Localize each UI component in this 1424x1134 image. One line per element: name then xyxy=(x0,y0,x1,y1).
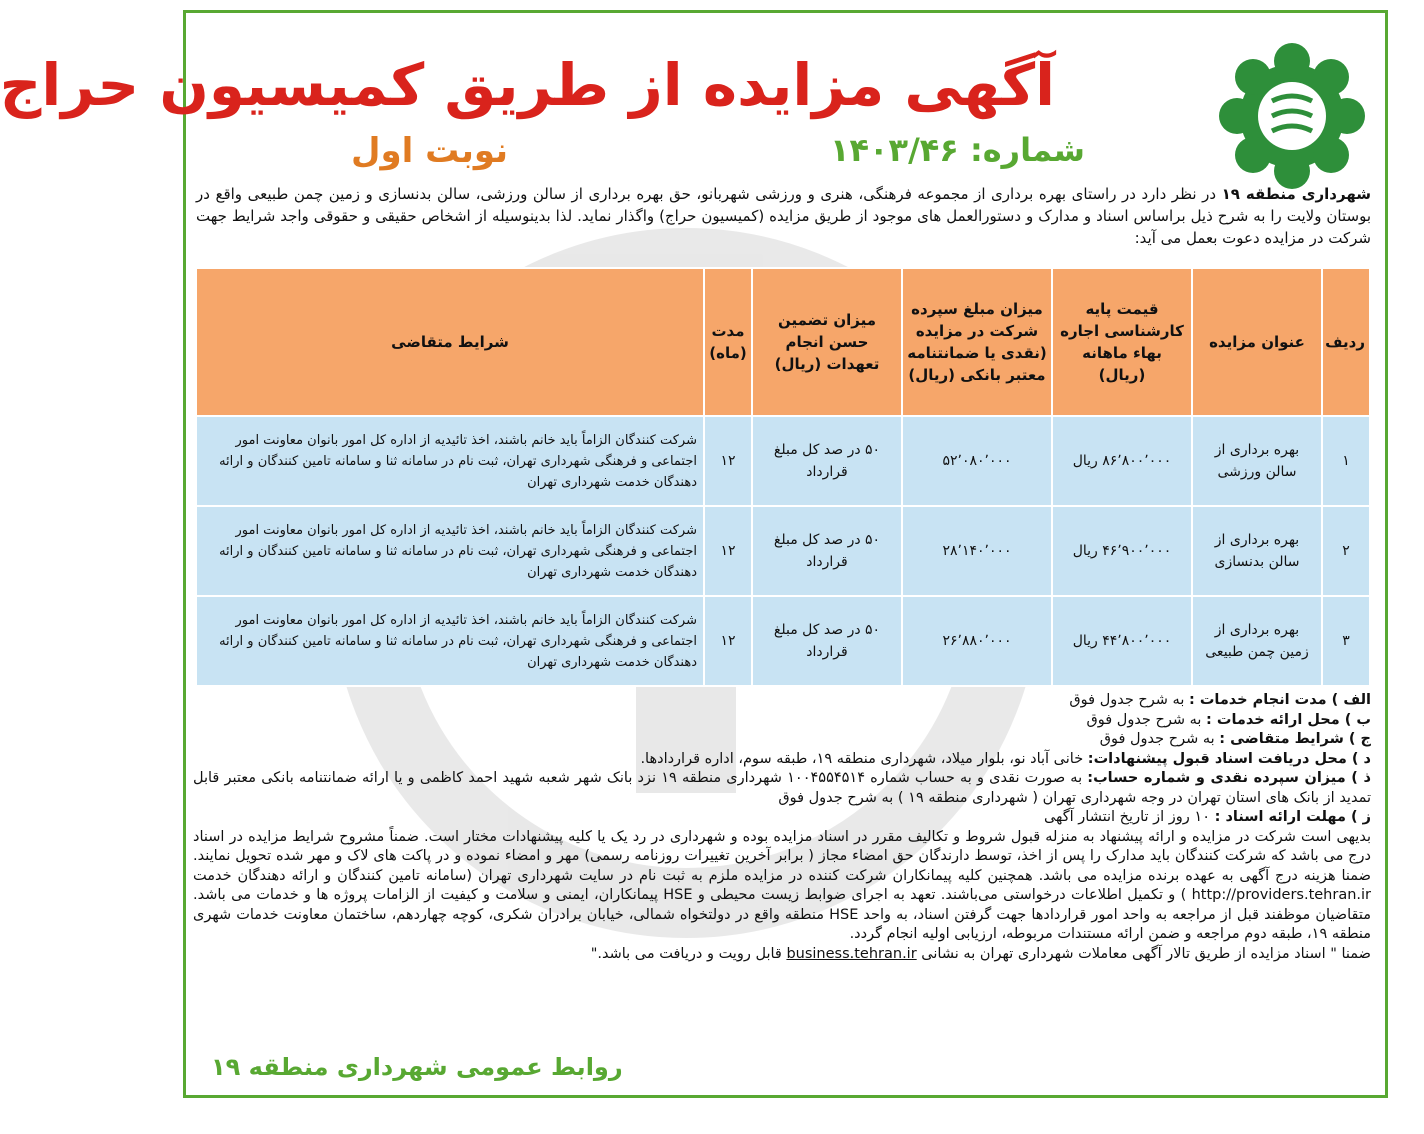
condition-e xyxy=(193,769,1371,808)
cell-base-price: ۸۶٬۸۰۰٬۰۰۰ ریال xyxy=(1052,416,1192,506)
intro-paragraph xyxy=(196,183,1371,249)
business-link[interactable]: business.tehran.ir xyxy=(786,945,917,962)
ad-number-value: ۱۴۰۳/۴۶ xyxy=(829,131,959,169)
condition-f-text: ۱۰ روز از تاریخ انتشار آگهی xyxy=(1043,809,1215,825)
intro-text: در نظر دارد در راستای بهره برداری از مجموعه فرهنگی، هنری و ورزشی شهربانو، حق بهره برداری از سالن ورزشی، سالن بدنسازی و زمین چمن طبیعی واقع در بوستان ولایت را به شرح ذیل براساس اسناد و مدارک و دستورالعمل های موجود از طریق مزایده (کمیسیون حراج) واگذار نماید. لذا بدینوسیله از اشخاص حقیقی و حقوقی واجد شرایط جهت شرکت در مزایده دعوت بعمل می آید: xyxy=(196,185,1371,247)
header-base-price: قیمت پایه کارشناسی اجاره بهاء ماهانه (ریال) xyxy=(1052,268,1192,416)
tehran-municipality-logo xyxy=(1217,41,1367,191)
header-deposit: میزان مبلغ سپرده شرکت در مزایده (نقدی یا ضمانتنامه معتبر بانکی (ریال) xyxy=(902,268,1052,416)
condition-b-label: ب ) محل ارائه خدمات : xyxy=(1206,711,1371,728)
intro-org: شهرداری منطقه ۱۹ xyxy=(1221,185,1371,203)
header-guarantee: میزان تضمین حسن انجام تعهدات (ریال) xyxy=(752,268,902,416)
footer-signature: روابط عمومی شهرداری منطقه ۱۹ xyxy=(211,1053,623,1081)
cell-deposit: ۲۶٬۸۸۰٬۰۰۰ xyxy=(902,596,1052,686)
conditions-section xyxy=(193,691,1371,964)
documents-note xyxy=(193,945,1371,965)
cell-conditions: شرکت کنندگان الزاماً باید خانم باشند، اخذ تائیدیه از اداره کل امور بانوان معاونت امور اجتماعی و فرهنگی شهرداری تهران، ثبت نام در سامانه ثنا و سامانه تامین کنندگان و ارائه دهندگان خدمت شهرداری تهران xyxy=(196,506,704,596)
body-text-1: بدیهی است شرکت در مزایده و ارائه پیشنهاد به منزله قبول شروط و تکالیف مقرر در اسناد مزایده بوده و شهرداری در رد یک یا کلیه پیشنهادات مختار است. ضمناً مشروح شرایط مزایده در اسناد درج می باشد که شرکت کنندگان باید مدارک را پس از اخذ، توسط دارندگان حق امضاء مجاز ( برابر آخرین تغییرات روزنامه رسمی) مهر و امضاء نموده و در پاکت های لاک و مهر شده تحویل نمایند. ضمنا هزینه درج آگهی به عهده برنده مزایده می باشد. همچنین کلیه پیمانکاران شرکت کننده در مزایده ملزم به ثبت نام در سایت شهرداری تهران (سامانه تامین کنندگان و ارائه دهندگان خدمت xyxy=(193,828,1371,884)
condition-f-label: ز ) مهلت ارائه اسناد : xyxy=(1214,809,1371,825)
ad-frame xyxy=(0,10,1388,1098)
documents-note-post: قابل رویت و دریافت می باشد." xyxy=(590,945,782,962)
body-paragraph xyxy=(193,828,1371,945)
ad-title: آگهی مزایده از طریق کمیسیون حراج xyxy=(0,51,1055,119)
providers-link[interactable]: http://providers.tehran.ir xyxy=(1191,887,1372,903)
cell-conditions: شرکت کنندگان الزاماً باید خانم باشند، اخذ تائیدیه از اداره کل امور بانوان معاونت امور اجتماعی و فرهنگی شهرداری تهران، ثبت نام در سامانه ثنا و سامانه تامین کنندگان و ارائه دهندگان خدمت شهرداری تهران xyxy=(196,416,704,506)
table-row xyxy=(196,506,1370,596)
documents-note-pre: ضمنا " اسناد مزایده از طریق تالار آگهی معاملات شهرداری تهران به نشانی xyxy=(921,945,1371,962)
ad-number xyxy=(830,131,1085,169)
condition-a-text: به شرح جدول فوق xyxy=(1069,692,1189,708)
cell-deposit: ۲۸٬۱۴۰٬۰۰۰ xyxy=(902,506,1052,596)
cell-base-price: ۴۶٬۹۰۰٬۰۰۰ ریال xyxy=(1052,506,1192,596)
table-header-row xyxy=(196,268,1370,416)
cell-guarantee: ۵۰ در صد کل مبلغ قرارداد xyxy=(752,596,902,686)
cell-title: بهره برداری از سالن بدنسازی xyxy=(1192,506,1322,596)
condition-e-text: به صورت نقدی و به حساب شماره ۱۰۰۴۵۵۴۵۱۴ شهرداری منطقه ۱۹ نزد بانک شهر شعبه شهید احمد کاظمی و یا ارائه ضمانتنامه بانکی معتبر قابل تمدید از بانک های استان تهران در وجه شهرداری تهران ( شهرداری منطقه ۱۹ ) به شرح جدول فوق xyxy=(193,770,1371,806)
cell-deposit: ۵۲٬۰۸۰٬۰۰۰ xyxy=(902,416,1052,506)
cell-guarantee: ۵۰ در صد کل مبلغ قرارداد xyxy=(752,416,902,506)
header-row-number: ردیف xyxy=(1322,268,1370,416)
condition-f xyxy=(193,808,1371,828)
ad-number-label: شماره: xyxy=(969,131,1085,169)
condition-d-text: خانی آباد نو، بلوار میلاد، شهرداری منطقه ۱۹، طبقه سوم، اداره قراردادها. xyxy=(640,750,1088,767)
cell-duration: ۱۲ xyxy=(704,596,752,686)
condition-d xyxy=(193,750,1371,770)
header-title: عنوان مزایده xyxy=(1192,268,1322,416)
condition-c-label: ج ) شرایط متقاضی : xyxy=(1219,731,1371,747)
cell-duration: ۱۲ xyxy=(704,416,752,506)
body-text-2: ) و تکمیل اطلاعات درخواستی می‌باشند. تعهد به اجرای ضوابط زیست محیطی و HSE پیمانکاران، ایمنی و سلامت و کیفیت از الزامات پروژه ها و خدمات می باشد. متقاضیان موظفند قبل از مراجعه به واحد امور قراردادها جهت گرفتن اسناد، به واحد HSE منطقه واقع در دولتخواه شمالی، خیابان برادران شکری، کوچه چهاردهم، ساختمان معاونت خدمات شهری منطقه ۱۹، طبقه دوم مراجعه و ضمن ارائه مستندات مربوطه، ارزیابی اولیه انجام گردد. xyxy=(193,887,1371,942)
cell-conditions: شرکت کنندگان الزاماً باید خانم باشند، اخذ تائیدیه از اداره کل امور بانوان معاونت امور اجتماعی و فرهنگی شهرداری تهران، ثبت نام در سامانه ثنا و سامانه تامین کنندگان و ارائه دهندگان خدمت شهرداری تهران xyxy=(196,596,704,686)
condition-b-text: به شرح جدول فوق xyxy=(1086,711,1207,728)
cell-title: بهره برداری از سالن ورزشی xyxy=(1192,416,1322,506)
condition-c-text: به شرح جدول فوق xyxy=(1099,731,1220,747)
header-duration: مدت (ماه) xyxy=(704,268,752,416)
condition-c xyxy=(193,730,1371,750)
condition-d-label: د ) محل دریافت اسناد قبول پیشنهادات: xyxy=(1087,750,1371,767)
condition-e-label: ذ ) میزان سپرده نقدی و شماره حساب: xyxy=(1087,770,1371,786)
condition-a-label: الف ) مدت انجام خدمات : xyxy=(1188,692,1371,708)
condition-b xyxy=(193,711,1371,731)
cell-row-number: ۱ xyxy=(1322,416,1370,506)
auction-table xyxy=(195,267,1371,687)
header-conditions: شرایط متقاضی xyxy=(196,268,704,416)
table-row xyxy=(196,416,1370,506)
cell-guarantee: ۵۰ در صد کل مبلغ قرارداد xyxy=(752,506,902,596)
table-row xyxy=(196,596,1370,686)
cell-base-price: ۴۴٬۸۰۰٬۰۰۰ ریال xyxy=(1052,596,1192,686)
cell-duration: ۱۲ xyxy=(704,506,752,596)
cell-row-number: ۲ xyxy=(1322,506,1370,596)
condition-a xyxy=(193,691,1371,711)
ad-round: نوبت اول xyxy=(351,131,508,171)
cell-title: بهره برداری از زمین چمن طبیعی xyxy=(1192,596,1322,686)
cell-row-number: ۳ xyxy=(1322,596,1370,686)
